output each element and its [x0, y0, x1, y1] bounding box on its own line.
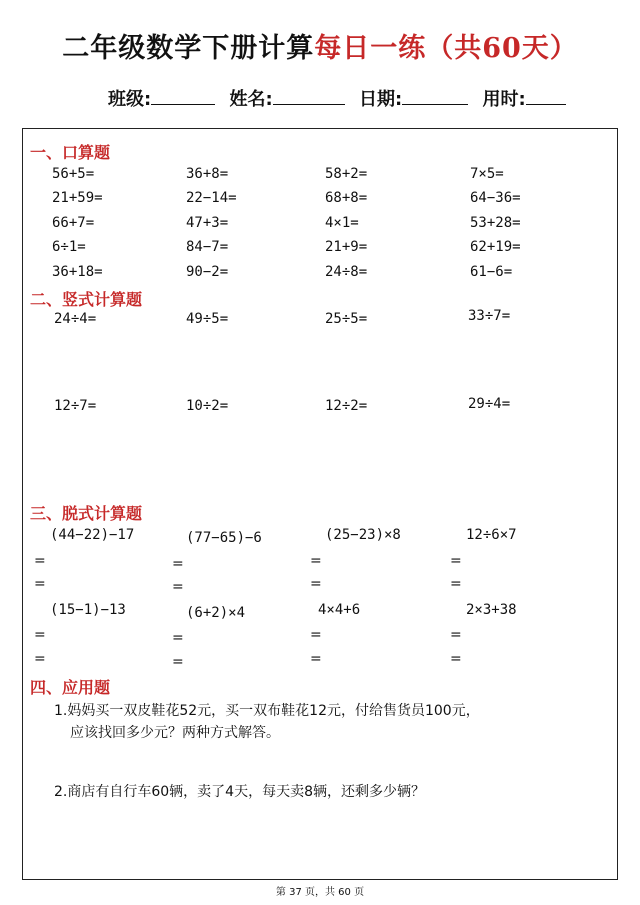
- word-problem-1-line1: 1.妈妈买一双皮鞋花52元，买一双布鞋花12元，付给售货员100元，: [54, 703, 480, 719]
- page-number: 第 37 页，共 60 页: [275, 887, 365, 898]
- equals-sign: =: [450, 651, 462, 667]
- equals-sign: =: [34, 627, 46, 643]
- oral-problem: 22−14=: [186, 190, 237, 206]
- time-blank[interactable]: [526, 86, 566, 105]
- oral-problem: 47+3=: [186, 215, 229, 231]
- oral-problem: 21+9=: [325, 239, 368, 255]
- page-title: [0, 26, 640, 65]
- vertical-problem: 10÷2=: [186, 398, 229, 414]
- student-info-row: [108, 85, 574, 111]
- equals-sign: =: [310, 576, 322, 592]
- oral-problem: 53+28=: [470, 215, 521, 231]
- section-vertical-title: 二、竖式计算题: [30, 290, 143, 309]
- vertical-problem: 49÷5=: [186, 311, 229, 327]
- vertical-problem: 12÷2=: [325, 398, 368, 414]
- equals-sign: =: [310, 627, 322, 643]
- stepwise-problem: (77−65)−6: [186, 530, 262, 546]
- stepwise-problem: (15−1)−13: [50, 602, 126, 618]
- oral-problem: 61−6=: [470, 264, 513, 280]
- oral-problem: 58+2=: [325, 166, 368, 182]
- vertical-problem: 25÷5=: [325, 311, 368, 327]
- time-label: 用时:: [482, 89, 526, 110]
- equals-sign: =: [34, 651, 46, 667]
- oral-problem: 24÷8=: [325, 264, 368, 280]
- stepwise-problem: 4×4+6: [318, 602, 361, 618]
- oral-problem: 56+5=: [52, 166, 95, 182]
- name-blank[interactable]: [273, 86, 345, 105]
- oral-problem: 68+8=: [325, 190, 368, 206]
- oral-problem: 36+8=: [186, 166, 229, 182]
- equals-sign: =: [172, 579, 184, 595]
- class-label: 班级:: [108, 89, 152, 110]
- equals-sign: =: [310, 651, 322, 667]
- equals-sign: =: [310, 553, 322, 569]
- oral-problem: 62+19=: [470, 239, 521, 255]
- name-label: 姓名:: [229, 89, 273, 110]
- oral-problem: 84−7=: [186, 239, 229, 255]
- equals-sign: =: [450, 576, 462, 592]
- equals-sign: =: [172, 556, 184, 572]
- equals-sign: =: [172, 654, 184, 670]
- date-blank[interactable]: [402, 86, 468, 105]
- stepwise-problem: 12÷6×7: [466, 527, 517, 543]
- equals-sign: =: [34, 576, 46, 592]
- vertical-problem: 24÷4=: [54, 311, 97, 327]
- section-word-problems-title: 四、应用题: [30, 678, 111, 697]
- title-highlight: 每日一练（共60天）: [314, 33, 578, 64]
- stepwise-problem: (25−23)×8: [325, 527, 401, 543]
- class-blank[interactable]: [151, 86, 215, 105]
- oral-problem: 7×5=: [470, 166, 504, 182]
- oral-problem: 21+59=: [52, 190, 103, 206]
- oral-problem: 64−36=: [470, 190, 521, 206]
- title-main: 二年级数学下册计算: [62, 33, 315, 64]
- oral-problem: 36+18=: [52, 264, 103, 280]
- equals-sign: =: [450, 627, 462, 643]
- vertical-problem: 12÷7=: [54, 398, 97, 414]
- date-label: 日期:: [358, 89, 403, 110]
- section-stepwise-title: 三、脱式计算题: [30, 504, 143, 523]
- oral-problem: 90−2=: [186, 264, 229, 280]
- stepwise-problem: (44−22)−17: [50, 527, 135, 543]
- vertical-problem: 33÷7=: [468, 308, 511, 324]
- stepwise-problem: (6+2)×4: [186, 605, 246, 621]
- oral-problem: 6÷1=: [52, 239, 86, 255]
- section-oral-title: 一、口算题: [30, 143, 111, 162]
- equals-sign: =: [172, 630, 184, 646]
- equals-sign: =: [450, 553, 462, 569]
- word-problem-2: 2.商店有自行车60辆，卖了4天，每天卖8辆，还剩多少辆？: [54, 784, 425, 800]
- word-problem-1-line2: 应该找回多少元？两种方式解答。: [70, 725, 280, 741]
- equals-sign: =: [34, 553, 46, 569]
- vertical-problem: 29÷4=: [468, 396, 511, 412]
- stepwise-problem: 2×3+38: [466, 602, 517, 618]
- oral-problem: 66+7=: [52, 215, 95, 231]
- oral-problem: 4×1=: [325, 215, 359, 231]
